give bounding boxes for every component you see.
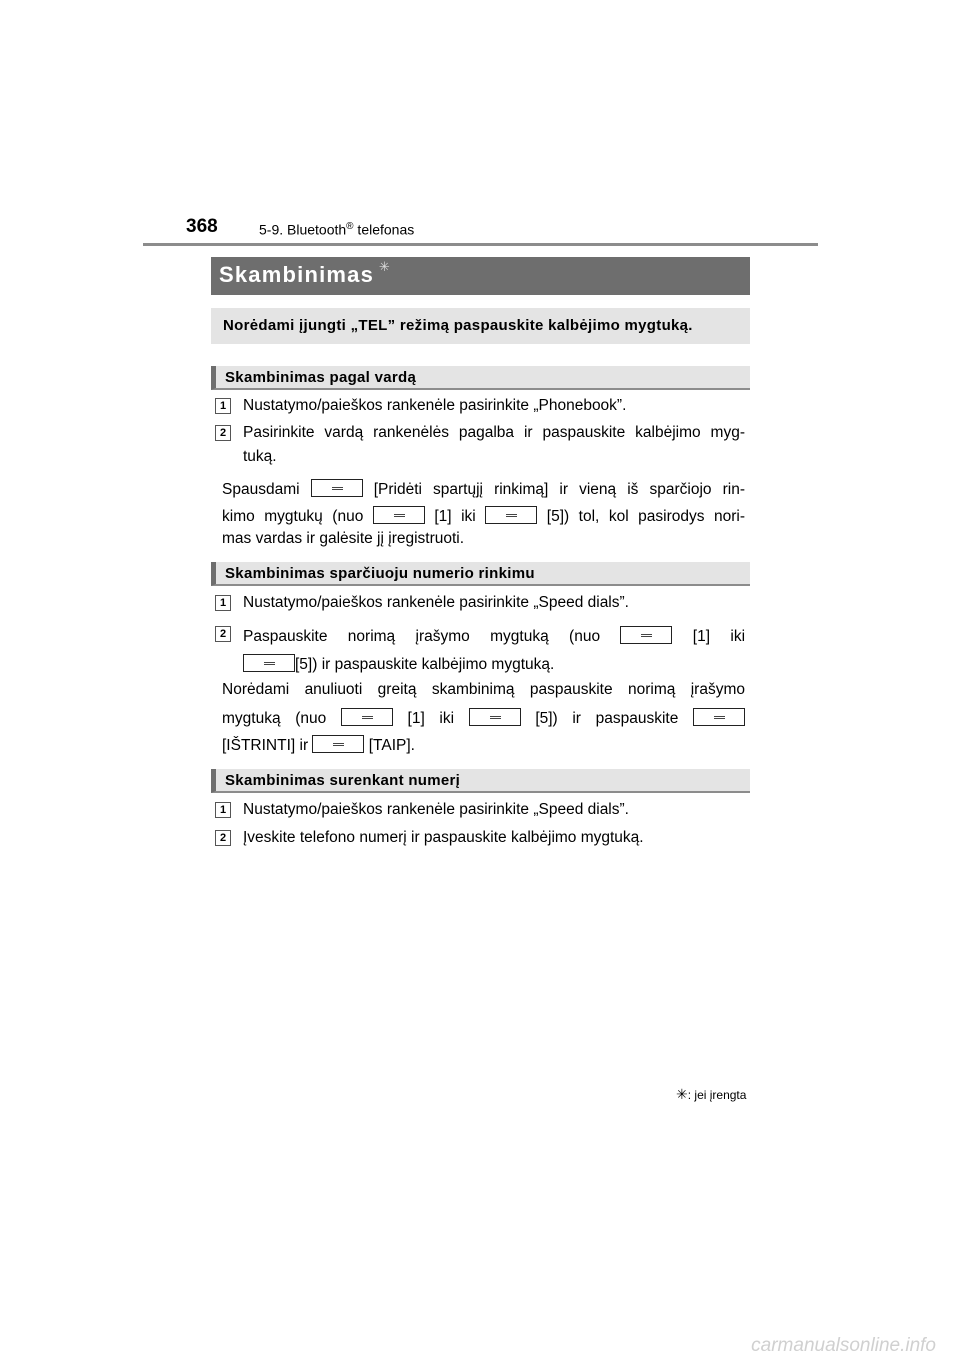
step-badge-1: 1 [215, 802, 231, 818]
note-line: [IŠTRINTI] ir [TAIP]. [222, 737, 415, 754]
step-text: Nustatymo/paieškos rankenėle pasirinkite „Speed dials”. [243, 801, 629, 818]
subheading-speed-dial: Skambinimas sparčiuoju numerio rinkimu [211, 562, 750, 586]
screen-button-icon [373, 506, 425, 524]
screen-button-icon [469, 708, 521, 726]
step-badge-1: 1 [215, 398, 231, 414]
page-title: Skambinimas [219, 262, 375, 287]
subheading-by-name: Skambinimas pagal vardą [211, 366, 750, 390]
screen-button-icon [485, 506, 537, 524]
asterisk-icon: ✳ [379, 259, 390, 274]
subheading-dial-number: Skambinimas surenkant numerį [211, 769, 750, 793]
header-divider [143, 243, 818, 246]
intro-text: Norėdami įjungti „TEL” režimą paspauskite kalbėjimo mygtuką. [223, 317, 693, 334]
note-line: Norėdami anuliuoti greitą skambinimą paspauskite norimą įrašymo [222, 681, 745, 698]
step-text: [5]) ir paspauskite kalbėjimo mygtuką. [243, 654, 554, 674]
step-text: Paspauskite norimą įrašymo mygtuką (nuo [1] iki [243, 628, 746, 645]
step-badge-2: 2 [215, 626, 231, 642]
asterisk-icon: ✳ [676, 1086, 688, 1102]
note-line: mygtuką (nuo [1] iki [5]) ir paspauskite [222, 708, 745, 728]
screen-button-icon [243, 654, 295, 672]
step-text: Nustatymo/paieškos rankenėle pasirinkite „Phonebook”. [243, 397, 627, 414]
registered-mark: ® [346, 221, 354, 232]
step-badge-2: 2 [215, 830, 231, 846]
step-badge-1: 1 [215, 595, 231, 611]
title-bar [211, 257, 750, 295]
screen-button-icon [312, 735, 364, 753]
step-text: Pasirinkite vardą rankenėlės pagalba ir paspauskite kalbėjimo myg- [243, 424, 745, 441]
step-text: tuką. [243, 448, 277, 465]
footnote: ✳: jei įrengta [676, 1086, 747, 1102]
page-number: 368 [186, 216, 218, 237]
intro-box [211, 308, 750, 344]
note-line: Spausdami [Pridėti spartųjį rinkimą] ir vieną iš sparčiojo rin- [222, 481, 745, 498]
section-label: 5-9. Bluetooth® telefonas [259, 221, 415, 238]
note-line: mas vardas ir galėsite jį įregistruoti. [222, 530, 465, 547]
screen-button-icon [341, 708, 393, 726]
screen-button-icon [620, 626, 672, 644]
screen-button-icon [693, 708, 745, 726]
step-badge-2: 2 [215, 425, 231, 441]
watermark: carmanualsonline.info [751, 1335, 936, 1356]
screen-button-icon [311, 479, 363, 497]
note-line: kimo mygtukų (nuo [1] iki [5]) tol, kol pasirodys nori- [222, 508, 746, 525]
step-text: Nustatymo/paieškos rankenėle pasirinkite „Speed dials”. [243, 594, 629, 611]
step-text: Įveskite telefono numerį ir paspauskite kalbėjimo mygtuką. [243, 829, 644, 846]
